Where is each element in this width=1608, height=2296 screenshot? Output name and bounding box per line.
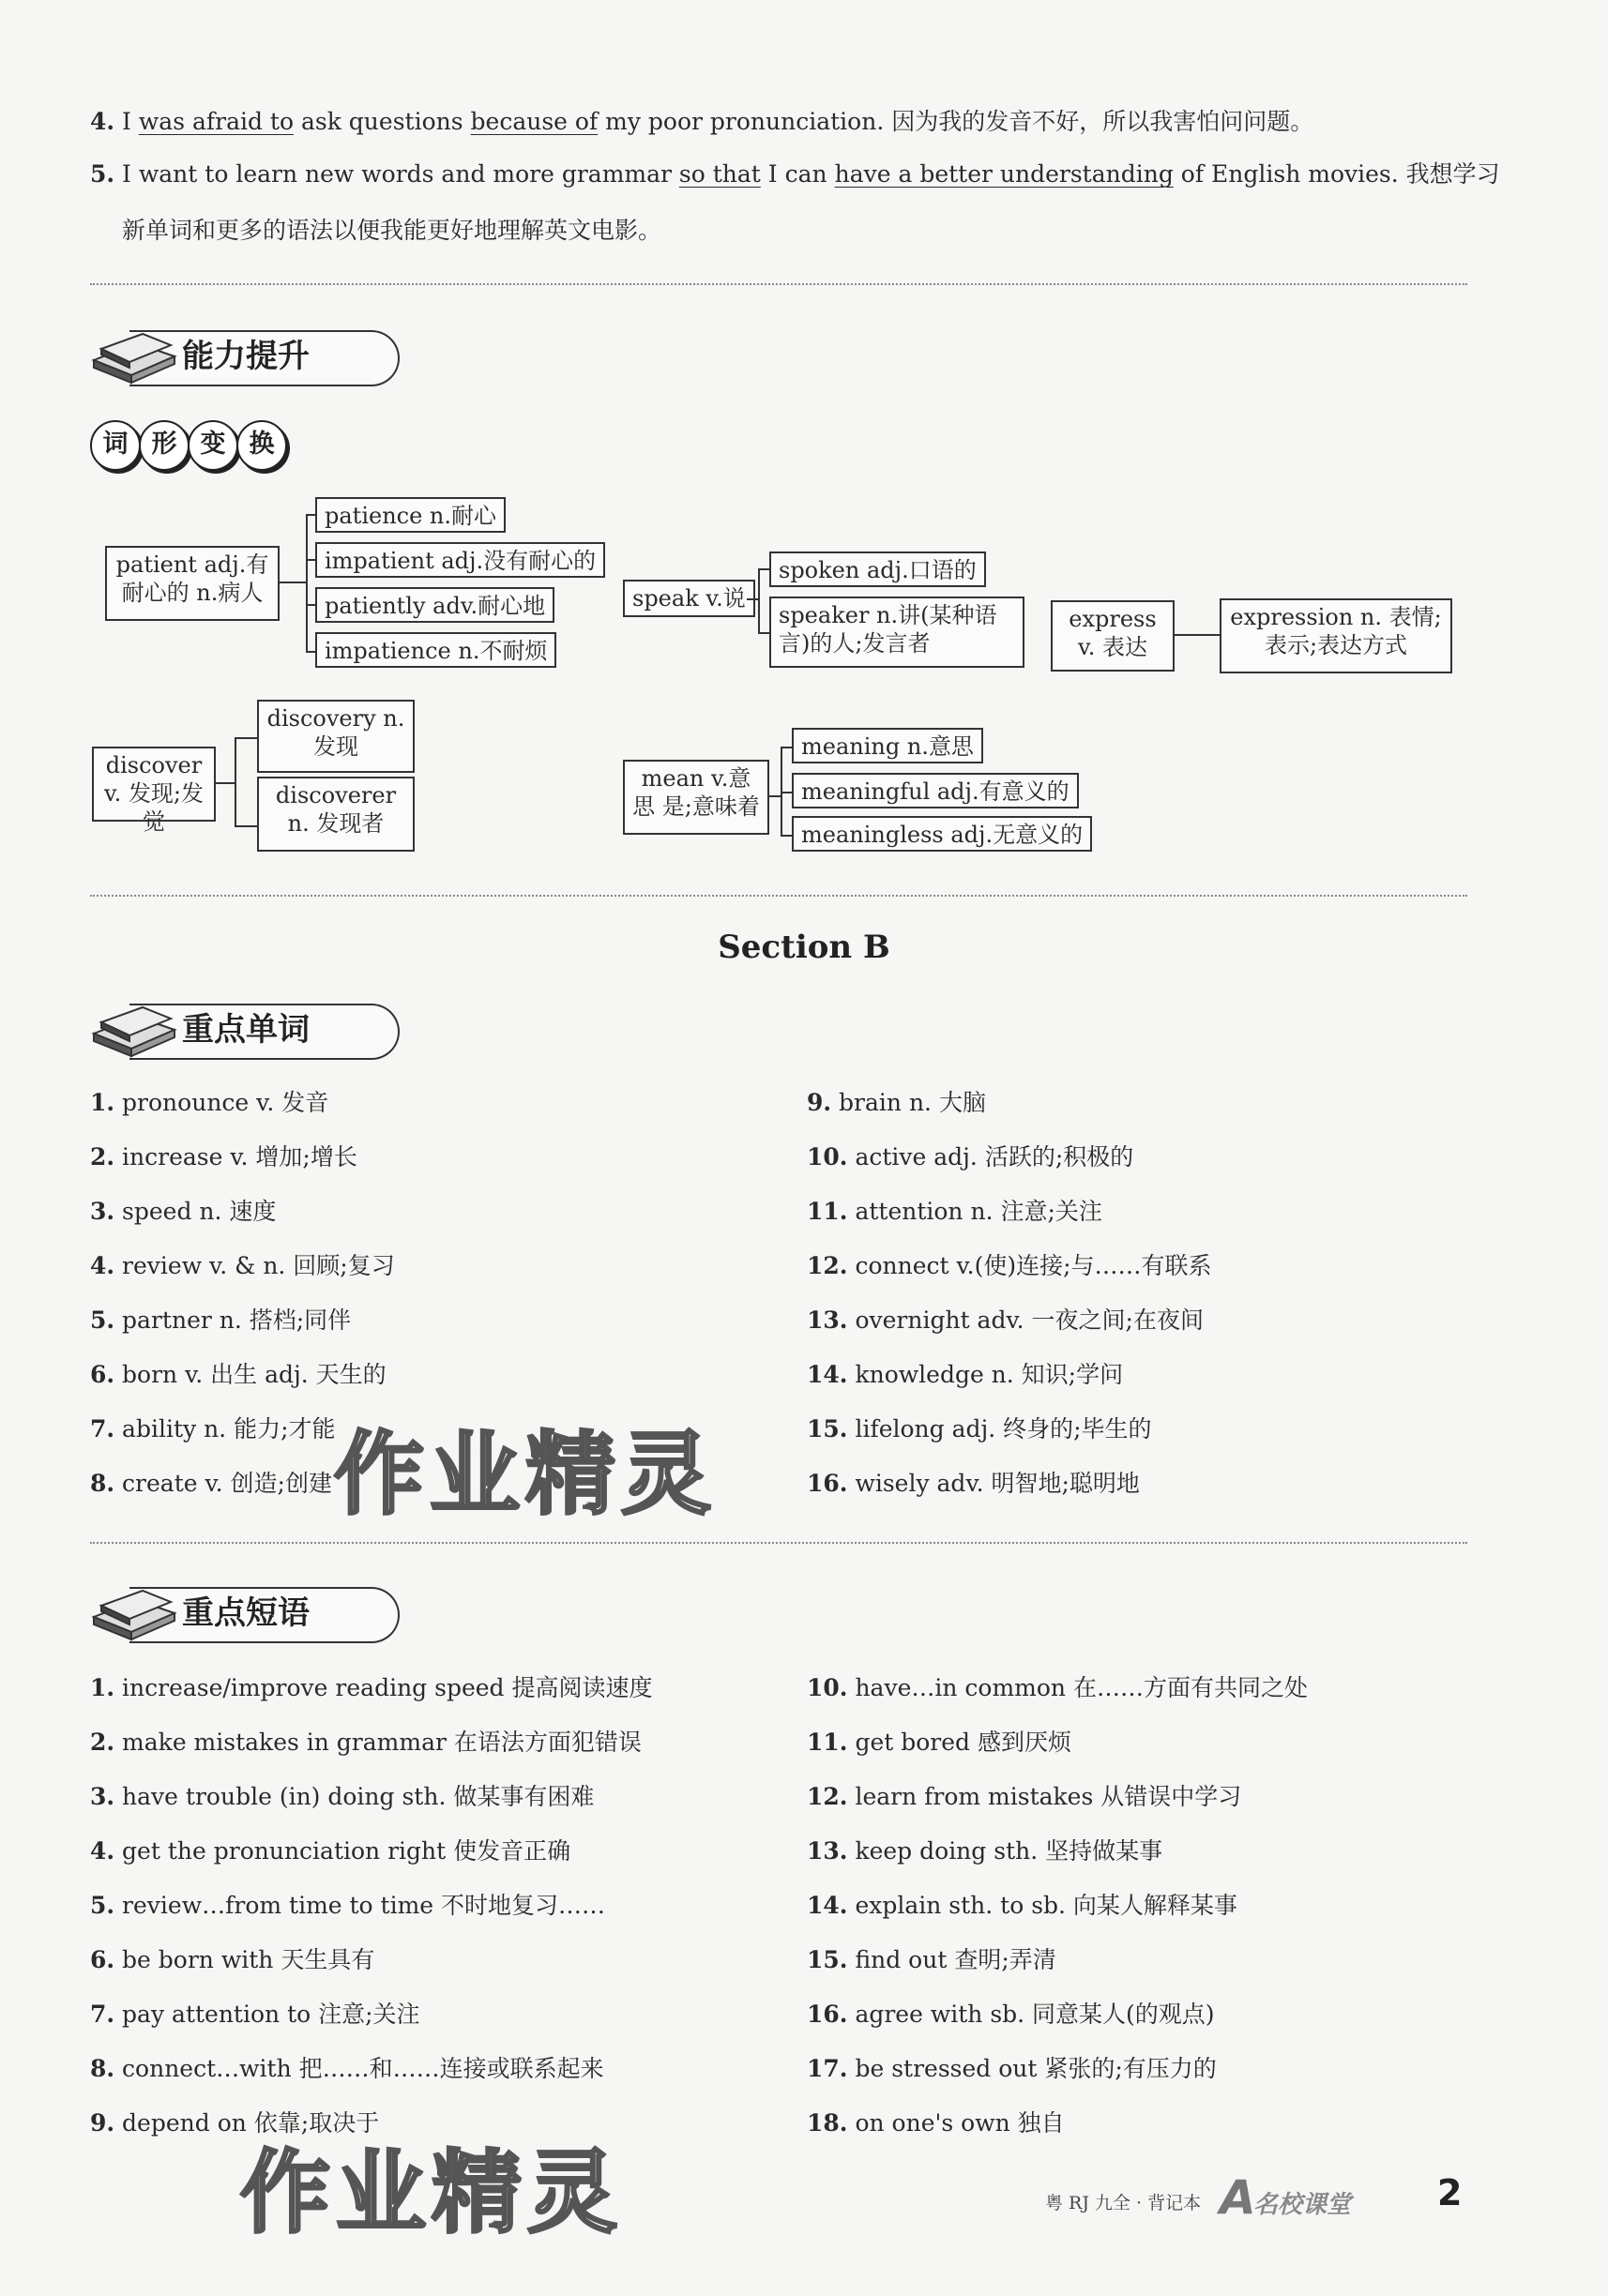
connector — [758, 568, 769, 570]
logo-mark: A — [1220, 2170, 1256, 2225]
watermark: 作业精灵 — [334, 1422, 717, 1527]
list-item: 2. make mistakes in grammar 在语法方面犯错误 — [90, 1729, 642, 1756]
list-item: 3. speed n. 速度 — [90, 1198, 277, 1225]
list-item: 15. lifelong adj. 终身的;毕生的 — [807, 1415, 1152, 1443]
connector — [280, 582, 306, 583]
list-item: 4. review v. & n. 回顾;复习 — [90, 1252, 395, 1279]
list-item: 14. explain sth. to sb. 向某人解释某事 — [807, 1892, 1237, 1919]
list-item: 16. agree with sb. 同意某人(的观点) — [807, 2001, 1215, 2028]
section-title: 重点单词 — [182, 1011, 310, 1049]
list-item: 15. find out 查明;弄清 — [807, 1946, 1056, 1973]
list-item: 18. on one's own 独自 — [807, 2109, 1065, 2137]
connector — [758, 632, 769, 634]
list-item: 13. keep doing sth. 坚持做某事 — [807, 1837, 1163, 1865]
connector — [235, 825, 257, 827]
divider — [90, 283, 1467, 285]
section-header-ability — [88, 325, 426, 386]
list-item: 6. born v. 出生 adj. 天生的 — [90, 1361, 387, 1388]
patience-box: patience n.耐心 — [315, 497, 506, 533]
sentence-5-line2: 新单词和更多的语法以便我能更好地理解英文电影。 — [122, 217, 662, 244]
key-phrases-right — [807, 1661, 1308, 2151]
connector — [216, 782, 235, 784]
connector — [1175, 634, 1220, 636]
list-item: 5. partner n. 搭档;同伴 — [90, 1307, 352, 1334]
connector — [306, 514, 308, 653]
list-item: 7. ability n. 能力;才能 — [90, 1415, 336, 1443]
patient-root-box: patient adj.有耐心的 n.病人 — [105, 546, 280, 621]
section-title: 重点短语 — [182, 1594, 310, 1632]
books-icon — [88, 1581, 178, 1643]
express-root-box: express v. 表达 — [1051, 600, 1175, 672]
impatient-box: impatient adj.没有耐心的 — [315, 542, 605, 578]
connector — [747, 598, 758, 600]
list-item: 16. wisely adv. 明智地;聪明地 — [807, 1470, 1140, 1497]
speak-root-box: speak v.说 — [623, 580, 755, 617]
speaker-box: speaker n.讲(某种语言)的人;发言者 — [769, 597, 1024, 668]
connector — [758, 568, 760, 634]
footer — [1045, 2170, 1439, 2225]
list-item: 9. depend on 依靠;取决于 — [90, 2109, 380, 2137]
list-item: 1. increase/improve reading speed 提高阅读速度 — [90, 1674, 653, 1701]
connector — [235, 737, 257, 739]
badge-char: 变 — [188, 420, 238, 471]
spoken-box: spoken adj.口语的 — [769, 551, 986, 587]
list-item: 11. get bored 感到厌烦 — [807, 1729, 1071, 1756]
impatience-box: impatience n.不耐烦 — [315, 632, 556, 668]
connector — [781, 835, 792, 837]
list-item: 17. be stressed out 紧张的;有压力的 — [807, 2055, 1217, 2082]
connector — [769, 795, 781, 797]
list-item: 8. create v. 创造;创建 — [90, 1470, 332, 1497]
patiently-box: patiently adv.耐心地 — [315, 587, 554, 623]
mean-root-box: mean v.意思 是;意味着 — [623, 760, 769, 835]
section-b-heading: Section B — [718, 929, 890, 966]
books-icon — [88, 325, 178, 386]
divider — [90, 1542, 1467, 1544]
logo-text: 名校课堂 — [1253, 2191, 1352, 2219]
list-item: 5. review…from time to time 不时地复习…… — [90, 1892, 606, 1919]
list-item: 2. increase v. 增加;增长 — [90, 1143, 357, 1171]
meaning-box: meaning n.意思 — [792, 728, 983, 763]
list-item: 12. learn from mistakes 从错误中学习 — [807, 1783, 1242, 1810]
badge-char: 形 — [139, 420, 190, 471]
connector — [306, 604, 315, 606]
meaningful-box: meaningful adj.有意义的 — [792, 773, 1079, 808]
section-header-key-words — [88, 998, 426, 1060]
discovery-box: discovery n. 发现 — [257, 700, 415, 773]
key-phrases-left — [90, 1661, 653, 2151]
sentence-4: 4. I was afraid to ask questions because of my poor pronunciation. 因为我的发音不好，所以我害怕问问题。 — [90, 108, 1314, 135]
list-item: 6. be born with 天生具有 — [90, 1946, 375, 1973]
connector — [235, 737, 236, 827]
discoverer-box: discoverer n. 发现者 — [257, 777, 415, 852]
connector — [306, 651, 315, 653]
key-words-right — [807, 1076, 1212, 1511]
divider — [90, 895, 1467, 897]
list-item: 10. have…in common 在……方面有共同之处 — [807, 1674, 1308, 1701]
footer-label: 粤 RJ 九全 · 背记本 — [1045, 2193, 1202, 2213]
list-item: 4. get the pronunciation right 使发音正确 — [90, 1837, 571, 1865]
sentence-5: 5. I want to learn new words and more grammar so that I can have a better understanding of English movies. 我想学习 — [90, 160, 1500, 188]
page-number: 2 — [1437, 2172, 1463, 2213]
list-item: 1. pronounce v. 发音 — [90, 1089, 329, 1116]
list-item: 10. active adj. 活跃的;积极的 — [807, 1143, 1134, 1171]
list-item: 3. have trouble (in) doing sth. 做某事有困难 — [90, 1783, 595, 1810]
expression-box: expression n. 表情;表示;表达方式 — [1220, 598, 1452, 673]
list-item: 7. pay attention to 注意;关注 — [90, 2001, 420, 2028]
section-header-key-phrases — [88, 1581, 426, 1643]
meaningless-box: meaningless adj.无意义的 — [792, 816, 1092, 852]
list-item: 13. overnight adv. 一夜之间;在夜间 — [807, 1307, 1204, 1334]
badge-char: 词 — [90, 420, 141, 471]
section-title: 能力提升 — [182, 338, 310, 375]
list-item: 8. connect…with 把……和……连接或联系起来 — [90, 2055, 604, 2082]
books-icon — [88, 998, 178, 1060]
list-item: 12. connect v.(使)连接;与……有联系 — [807, 1252, 1212, 1279]
list-item: 9. brain n. 大脑 — [807, 1089, 986, 1116]
badge-char: 换 — [236, 420, 287, 471]
connector — [781, 792, 792, 793]
watermark: 作业精灵 — [240, 2140, 623, 2245]
list-item: 14. knowledge n. 知识;学问 — [807, 1361, 1124, 1388]
list-item: 11. attention n. 注意;关注 — [807, 1198, 1102, 1225]
connector — [781, 747, 792, 748]
connector — [306, 514, 315, 516]
connector — [306, 559, 315, 561]
discover-root-box: discover v. 发现;发觉 — [92, 747, 216, 822]
